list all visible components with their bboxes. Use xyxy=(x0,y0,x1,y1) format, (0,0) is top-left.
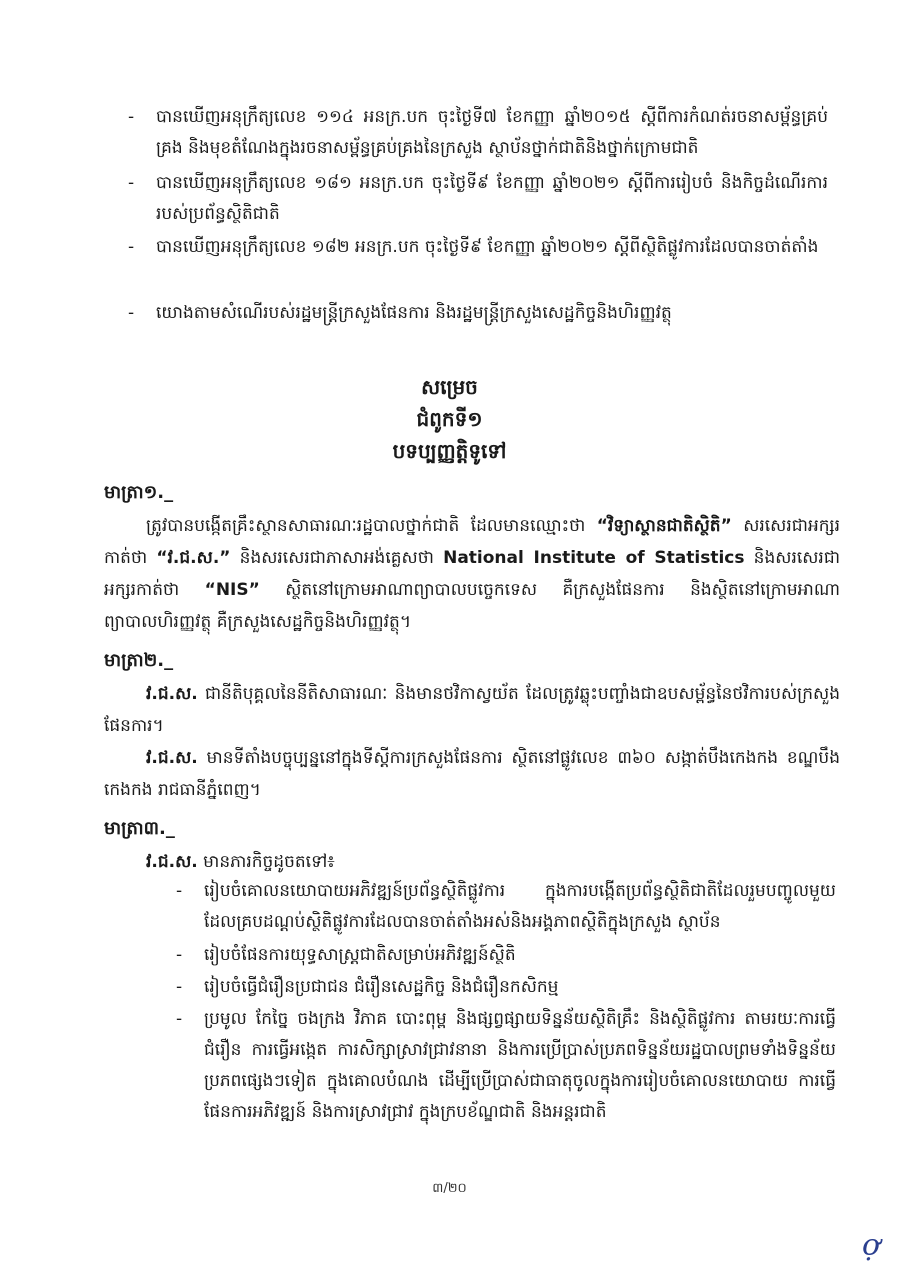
list-item xyxy=(176,972,836,1003)
bullet-text: រៀបចំផែនការយុទ្ធសាស្ត្រជាតិសម្រាប់អភិវឌ្ឍន៍ស្ថិតិ xyxy=(204,945,516,965)
text-run: ត្រូវបានបង្កើតគ្រឹះស្ថានសាធារណៈរដ្ឋបាលថ្នាក់ជាតិ ដែលមានឈ្មោះថា xyxy=(146,516,597,536)
article-3-intro xyxy=(104,846,840,878)
bullet-dash: - xyxy=(176,945,183,965)
text-run: មានទីតាំងបច្ចុប្បន្ននៅក្នុងទីស្តីការក្រសួងផែនការ ស្ថិតនៅផ្លូវលេខ ៣៦០ សង្កាត់បឹងកេងកង ខណ្ឌបឹងកេងកង រាជធានីភ្នំពេញ។ xyxy=(104,748,840,800)
bullet-text: បានឃើញអនុក្រឹត្យលេខ ១១៤ អនក្រ.បក ចុះថ្ងៃទី៧ ខែកញ្ញា ឆ្នាំ២០១៥ ស្តីពីការកំណត់រចនាសម្ព័ន្ធគ្រប់គ្រង និងមុខតំណែងក្នុងរចនាសម្ព័ន្ធគ្រប់គ្រងនៃក្រសួង ស្ថាប័នថ្នាក់ជាតិនិងថ្នាក់ក្រោមជាតិ xyxy=(156,107,828,158)
bullet-text: រៀបចំធ្វើជំរឿនប្រជាជន ជំរឿនសេដ្ឋកិច្ច និងជំរឿនកសិកម្ម xyxy=(204,977,559,997)
text-run: ជានីតិបុគ្គលនៃនីតិសាធារណៈ និងមានថវិកាស្វយ័ត ដែលត្រូវឆ្លុះបញ្ចាំងជាឧបសម្ព័ន្ធនៃថវិការបស់ក្រសួងផែនការ។ xyxy=(104,684,840,736)
list-item xyxy=(176,876,836,938)
bullet-dash: - xyxy=(128,237,135,257)
list-item xyxy=(176,940,836,971)
text-run: ស្ថិតនៅក្រោមអាណាព្យាបាលបច្ចេកទេស គឺក្រសួងផែនការ និងស្ថិតនៅក្រោមអាណាព្យាបាលហិរញ្ញវត្ថុ គឺក្រសួងសេដ្ឋកិច្ចនិងហិរញ្ញវត្ថុ។ xyxy=(104,580,841,632)
article-2-paragraph-2 xyxy=(104,742,840,806)
text-run: និងសរសេរជាអក្សរកាត់ថា xyxy=(104,548,841,600)
list-item xyxy=(128,232,828,263)
text-run: មានភារកិច្ចដូចតទៅ៖ xyxy=(197,852,335,872)
institute-abbr: វ.ជ.ស. xyxy=(146,852,198,872)
bullet-dash: - xyxy=(176,1009,183,1029)
institute-abbr: វ.ជ.ស. xyxy=(146,748,198,768)
article-2-paragraph-1 xyxy=(104,678,840,742)
page-number: ៣/២០ xyxy=(432,1181,467,1196)
bullet-dash: - xyxy=(128,107,135,127)
decision-heading: សម្រេច xyxy=(421,375,478,399)
institute-english-name: National Institute of Statistics xyxy=(443,548,745,568)
article-1-paragraph xyxy=(104,510,840,638)
institute-name: “វិទ្យាស្ថានជាតិស្ថិតិ” xyxy=(596,516,732,536)
article-2-title: មាត្រា២._ xyxy=(104,650,174,671)
bullet-text: រៀបចំគោលនយោបាយអភិវឌ្ឍន៍ប្រព័ន្ធស្ថិតិផ្លូវការ ក្នុងការបង្កើតប្រព័ន្ធស្ថិតិជាតិដែលរួមបញ្ចូលមួយ ដែលគ្របដណ្តប់ស្ថិតិផ្លូវការដែលបានចាត់តាំងអស់និងអង្គភាពស្ថិតិក្នុងក្រសួង ស្ថាប័ន xyxy=(204,881,836,932)
chapter-heading: ជំពូកទី១ xyxy=(416,407,483,431)
list-item xyxy=(176,1004,836,1128)
bullet-text: បានឃើញអនុក្រឹត្យលេខ ១៨១ អនក្រ.បក ចុះថ្ងៃទី៩ ខែកញ្ញា ឆ្នាំ២០២១ ស្តីពីការរៀបចំ និងកិច្ចដំណើរការរបស់ប្រព័ន្ធស្ថិតិជាតិ xyxy=(156,173,828,224)
text-run: និងសរសេរជាភាសាអង់គ្លេសថា xyxy=(230,548,444,568)
list-item xyxy=(128,298,828,329)
institute-abbr: “វ.ជ.ស.” xyxy=(156,548,231,568)
bullet-text: បានឃើញអនុក្រឹត្យលេខ ១៨២ អនក្រ.បក ចុះថ្ងៃទី៩ ខែកញ្ញា ឆ្នាំ២០២១ ស្តីពីស្ថិតិផ្លូវការដែលបានចាត់តាំង xyxy=(156,237,819,257)
institute-abbr: វ.ជ.ស. xyxy=(146,684,198,704)
institute-english-abbr: “NIS” xyxy=(204,580,260,600)
article-3-title: មាត្រា៣._ xyxy=(104,818,175,839)
article-1-title: មាត្រា១._ xyxy=(104,482,174,503)
bullet-dash: - xyxy=(176,881,183,901)
list-item xyxy=(128,168,828,230)
list-item xyxy=(128,102,828,164)
bullet-dash: - xyxy=(176,977,183,997)
text-run: សរសេរជាអក្សរកាត់ថា xyxy=(104,516,840,568)
bullet-text: ប្រមូល កែច្នៃ ចងក្រង វិភាគ បោះពុម្ព និងផ្សព្វផ្សាយទិន្នន័យស្ថិតិគ្រឹះ និងស្ថិតិផ្លូវការ តាមរយៈការធ្វើជំរឿន ការធ្វើអង្កេត ការសិក្សាស្រាវជ្រាវនានា និងការប្រើប្រាស់ប្រភពទិន្នន័យរដ្ឋបាលព្រមទាំងទិន្នន័យប្រភពផ្សេងៗទៀត ក្នុងគោលបំណង ដើម្បីប្រើប្រាស់ជាធាតុចូលក្នុងការរៀបចំគោលនយោបាយ ការធ្វើផែនការអភិវឌ្ឍន៍ និងការស្រាវជ្រាវ ក្នុងក្របខ័ណ្ឌជាតិ និងអន្តរជាតិ xyxy=(204,1009,836,1122)
bullet-dash: - xyxy=(128,303,135,323)
handwritten-mark: ợ xyxy=(862,1228,881,1263)
bullet-text: យោងតាមសំណើរបស់រដ្ឋមន្ត្រីក្រសួងផែនការ និងរដ្ឋមន្ត្រីក្រសួងសេដ្ឋកិច្ចនិងហិរញ្ញវត្ថុ xyxy=(156,303,672,323)
chapter-title: បទប្បញ្ញត្តិទូទៅ xyxy=(392,439,507,463)
bullet-dash: - xyxy=(128,173,135,193)
